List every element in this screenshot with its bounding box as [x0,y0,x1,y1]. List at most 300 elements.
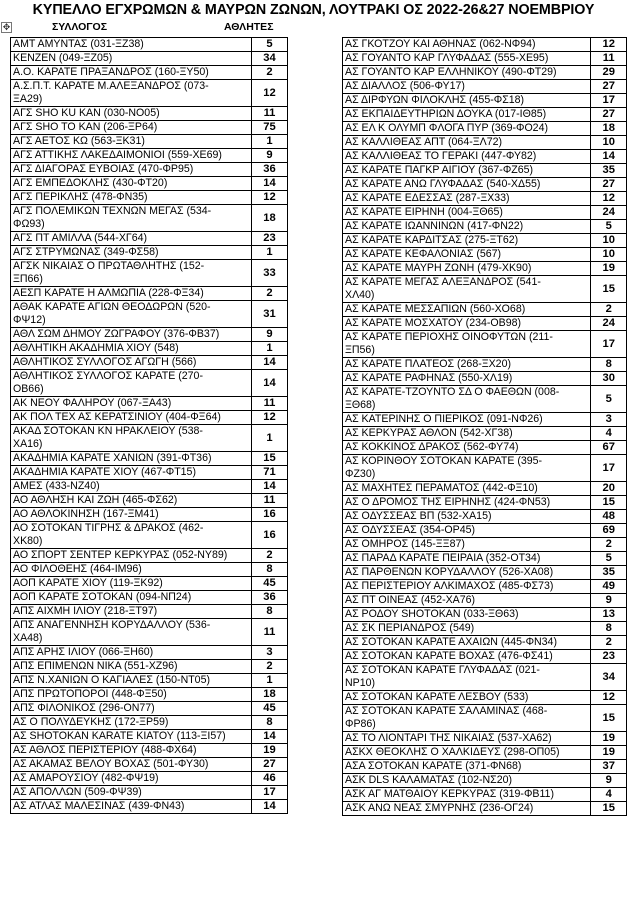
club-name-text: ΑΟ ΑΘΛΟΚΙΝΗΣΗ (167-ΞΜ41) [13,508,159,520]
table-row [343,427,627,441]
table-row [343,664,627,691]
table-row [343,192,627,206]
athlete-count: 13 [591,608,627,622]
club-name-text: ΑΣ ΚΑΡΑΤΕ ΑΝΩ ΓΛΥΦΑΔΑΣ (540-ΧΔ55) [345,178,541,190]
club-name-text: ΑΠΣ ΑΝΑΓΕΝΝΗΣΗ ΚΟΡΥΔΑΛΛΟΥ (536- [13,619,211,631]
move-handle-icon[interactable]: ✥ [2,22,11,32]
athlete-count: 18 [252,205,288,232]
club-name-cell [343,234,591,248]
table-row [343,66,627,80]
athlete-count: 4 [591,788,627,802]
athlete-count: 19 [591,732,627,746]
club-name-text: ΑΣ ΑΚΑΜΑΣ ΒΕΛΟΥ ΒΟΧΑΣ (501-ΦΥ30) [13,758,209,770]
athlete-count: 15 [591,496,627,510]
club-name-text: ΑΣ ΚΑΛΛΙΘΕΑΣ ΑΠΤ (064-ΞΛ72) [345,136,503,148]
athlete-count: 27 [252,758,288,772]
table-row [343,234,627,248]
table-row [11,786,288,800]
table-row [343,538,627,552]
club-name-cell [11,758,252,772]
club-name-text: ΑΓΣ ΑΕΤΟΣ ΚΩ (563-ΞΚ31) [13,135,145,147]
table-row [343,691,627,705]
athlete-count: 11 [252,397,288,411]
club-name-cell [11,772,252,786]
athlete-count: 12 [591,38,627,52]
club-name-cell [343,108,591,122]
club-name-cell [343,566,591,580]
club-name-cell [343,594,591,608]
athlete-count: 5 [591,552,627,566]
table-row [343,317,627,331]
club-name-cell [343,52,591,66]
club-name-text: ΑΟ ΑΘΛΗΣΗ ΚΑΙ ΖΩΗ (465-ΦΣ62) [13,494,178,506]
club-name-text: ΑΣ ΑΤΛΑΣ ΜΑΛΕΣΙΝΑΣ (439-ΦΝ43) [13,800,185,812]
athlete-count: 17 [591,331,627,358]
table-row [343,220,627,234]
club-name-text: ΑΣΚ ΑΓ ΜΑΤΘΑΙΟΥ ΚΕΡΚΥΡΑΣ (319-ΦΒ11) [345,788,554,800]
table-row [343,636,627,650]
club-name-cell [11,38,252,52]
table-row [11,772,288,786]
table-row [343,608,627,622]
clubs-table-right-body [343,38,627,816]
athlete-count: 1 [252,342,288,356]
athlete-count: 16 [252,522,288,549]
athlete-count: 9 [591,774,627,788]
table-row [343,262,627,276]
table-row [11,758,288,772]
table-row [11,191,288,205]
club-name-cell [11,121,252,135]
table-row [11,591,288,605]
table-row [343,732,627,746]
club-name-text: ΝΡ10) [345,677,376,689]
club-name-text: ΞΠ66) [13,273,43,285]
club-name-text: ΑΚΑΔΗΜΙΑ ΚΑΡΑΤΕ ΧΑΝΙΩΝ (391-ΦΤ36) [13,452,212,464]
athlete-count: 33 [252,260,288,287]
club-name-cell [343,427,591,441]
club-name-text: ΑΟΠ ΚΑΡΑΤΕ ΣΟΤΟΚΑΝ (094-ΝΠ24) [13,591,192,603]
club-name-cell [343,622,591,636]
table-row [11,411,288,425]
club-name-cell [11,260,252,287]
club-name-cell [343,802,591,816]
club-name-cell [343,650,591,664]
club-name-cell [343,164,591,178]
club-name-cell [343,136,591,150]
table-row [343,358,627,372]
athlete-count: 30 [591,372,627,386]
athlete-count: 5 [591,220,627,234]
table-row [343,705,627,732]
club-name-text: ΑΘΛΗΤΙΚΟΣ ΣΥΛΛΟΓΟΣ ΑΓΩΓΗ (566) [13,356,197,368]
club-name-text: ΞΠ56) [345,344,375,356]
club-name-cell [343,496,591,510]
club-name-cell [343,220,591,234]
club-name-cell [11,177,252,191]
club-name-text: ΑΟ ΦΙΛΟΘΕΗΣ (464-ΙΜ96) [13,563,142,575]
club-name-text: ΑΣ ΓΟΥΑΝΤΟ ΚΑΡ ΓΛΥΦΑΔΑΣ (555-ΧΕ95) [345,52,549,64]
table-row [343,650,627,664]
club-name-cell [343,746,591,760]
table-row [11,730,288,744]
table-row [343,566,627,580]
club-name-cell [343,358,591,372]
table-row [11,149,288,163]
athlete-count: 15 [591,802,627,816]
club-name-cell [343,774,591,788]
club-name-text: ΑΣ ΚΑΡΑΤΕ ΠΑΓΚΡ ΑΙΓΙΟΥ (367-ΦΖ65) [345,164,534,176]
club-name-text: ΑΘΑΚ ΚΑΡΑΤΕ ΑΓΙΩΝ ΘΕΟΔΩΡΩΝ (520- [13,301,211,313]
club-name-cell [11,646,252,660]
athlete-count: 23 [252,232,288,246]
club-name-cell [11,660,252,674]
club-name-cell [343,691,591,705]
club-name-text: ΦΖ30) [345,468,376,480]
table-row [343,510,627,524]
club-name-text: ΑΟ ΣΟΤΟΚΑΝ ΤΙΓΡΗΣ & ΔΡΑΚΟΣ (462- [13,522,204,534]
club-name-cell [11,356,252,370]
club-name-text: ΑΣΚΧ ΘΕΟΚΛΗΣ Ο ΧΑΛΚΙΔΕΥΣ (298-ΟΠ05) [345,746,560,758]
club-name-text: ΧΛ40) [345,289,375,301]
club-name-text: ΑΣ ΕΛ Κ ΟΛΥΜΠ ΦΛΟΓΑ ΠΥΡ (369-ΦΟ24) [345,122,548,134]
club-name-text: ΑΓΣ SHO KU KAN (030-ΝΟ05) [13,107,160,119]
club-name-cell [11,246,252,260]
club-name-cell [343,608,591,622]
club-name-text: ΑΣ Ο ΠΟΛΥΔΕΥΚΗΣ (172-ΞΡ59) [13,716,169,728]
athlete-count: 9 [591,594,627,608]
club-name-cell [343,150,591,164]
club-name-text: ΑΣ ΔΙΡΦΥΩΝ ΦΙΛΟΚΛΗΣ (455-ΦΣ18) [345,94,525,106]
table-row [343,276,627,303]
club-name-cell [11,563,252,577]
table-row [343,108,627,122]
club-name-cell [343,262,591,276]
athlete-count: 17 [591,455,627,482]
athlete-count: 67 [591,441,627,455]
table-row [11,80,288,107]
athlete-count: 48 [591,510,627,524]
club-name-cell [11,191,252,205]
athlete-count: 2 [252,660,288,674]
club-name-text: ΑΓΣ ΣΤΡΥΜΩΝΑΣ (349-ΦΣ58) [13,246,159,258]
club-name-text: ΑΣ ΠΑΡΘΕΝΩΝ ΚΟΡΥΔΑΛΛΟΥ (526-ΧΑ08) [345,566,554,578]
club-name-text: ΑΓΣ ΔΙΑΓΟΡΑΣ ΕΥΒΟΙΑΣ (470-ΦΡ95) [13,163,194,175]
athlete-count: 8 [591,358,627,372]
club-name-cell [343,552,591,566]
athlete-count: 37 [591,760,627,774]
club-name-cell [343,276,591,303]
clubs-table-left [10,37,288,814]
athlete-count: 24 [591,317,627,331]
table-row [343,331,627,358]
club-name-text: ΑΚ ΝΕΟΥ ΦΑΛΗΡΟΥ (067-ΞΑ43) [13,397,172,409]
athlete-count: 20 [591,482,627,496]
club-name-text: ΑΣ ΚΑΡΑΤΕ ΜΑΥΡΗ ΖΩΝΗ (479-ΧΚ90) [345,262,532,274]
athlete-count: 11 [252,494,288,508]
athlete-count: 8 [252,563,288,577]
column-header-athletes: ΑΘΛΗΤΕΣ [224,21,274,33]
club-name-text: ΑΚ ΠΟΛ ΤΕΧ ΑΣ ΚΕΡΑΤΣΙΝΙΟΥ (404-ΦΞ64) [13,411,221,423]
athlete-count: 1 [252,425,288,452]
club-name-text: ΑΕΣΠ ΚΑΡΑΤΕ Η ΑΛΜΩΠΙΑ (228-ΦΞ34) [13,287,204,299]
club-name-text: ΑΓΣ ΠΟΛΕΜΙΚΩΝ ΤΕΧΝΩΝ ΜΕΓΑΣ (534- [13,205,212,217]
club-name-text: ΑΣ ΚΑΡΑΤΕ ΚΕΦΑΛΟΝΙΑΣ (567) [345,248,502,260]
athlete-count: 1 [252,246,288,260]
table-row [343,622,627,636]
club-name-text: ΑΠΣ ΠΡΩΤΟΠΟΡΟΙ (448-ΦΞ50) [13,688,167,700]
athlete-count: 12 [591,192,627,206]
table-row [343,552,627,566]
club-name-cell [11,466,252,480]
club-name-text: ΑΣ ΠΤ ΟΙΝΕΑΣ (452-ΧΑ76) [345,594,476,606]
club-name-cell [343,413,591,427]
athlete-count: 29 [591,66,627,80]
table-row [11,356,288,370]
club-name-cell [343,248,591,262]
club-name-text: ΑΣ ΜΑΧΗΤΕΣ ΠΕΡΑΜΑΤΟΣ (442-ΦΞ10) [345,482,538,494]
club-name-cell [11,66,252,80]
athlete-count: 2 [591,303,627,317]
athlete-count: 45 [252,577,288,591]
club-name-text: ΑΣ ΔΙΑΛΛΟΣ (506-ΦΥ17) [345,80,465,92]
athlete-count: 14 [252,730,288,744]
club-name-cell [11,702,252,716]
athlete-count: 19 [252,744,288,758]
athlete-count: 36 [252,163,288,177]
table-row [11,716,288,730]
athlete-count: 27 [591,108,627,122]
club-name-text: ΑΣ ΟΔΥΣΣΕΑΣ ΒΠ (532-ΧΑ15) [345,510,492,522]
club-name-cell [343,303,591,317]
table-row [343,248,627,262]
club-name-text: ΑΣ ΚΑΡΑΤΕ ΡΑΦΗΝΑΣ (550-ΧΛ19) [345,372,513,384]
club-name-cell [11,786,252,800]
club-name-text: ΑΓΣ SHO TO KAN (206-ΞΡ64) [13,121,158,133]
club-name-text: ΑΘΛΗΤΙΚΟΣ ΣΥΛΛΟΓΟΣ ΚΑΡΑΤΕ (270- [13,370,203,382]
table-row [343,164,627,178]
club-name-cell [11,452,252,466]
club-name-cell [343,580,591,594]
table-row [11,549,288,563]
athlete-count: 10 [591,136,627,150]
club-name-text: ΦΨ12) [13,314,46,326]
athlete-count: 17 [591,94,627,108]
club-name-cell [343,317,591,331]
club-name-cell [343,38,591,52]
club-name-text: ΑΣ ΚΑΡΑΤΕ ΠΛΑΤΕΟΣ (268-ΞΧ20) [345,358,511,370]
club-name-cell [11,605,252,619]
table-row [11,232,288,246]
athlete-count: 34 [252,52,288,66]
club-name-text: ΑΜΕΣ (433-ΝΖ40) [13,480,100,492]
club-name-text: ΑΣ SHOTOKAN KARATE ΚΙΑΤΟΥ (113-ΞΙ57) [13,730,226,742]
club-name-text: ΑΓΣ ΠΤ ΑΜΙΛΛΑ (544-ΧΓ64) [13,232,148,244]
table-row [11,480,288,494]
table-row [343,455,627,482]
club-name-cell [11,149,252,163]
athlete-count: 2 [591,636,627,650]
table-row [343,760,627,774]
club-name-cell [343,94,591,108]
athlete-count: 1 [252,674,288,688]
club-name-text: ΑΣ ΚΑΛΛΙΘΕΑΣ ΤΟ ΓΕΡΑΚΙ (447-ΦΥ82) [345,150,537,162]
table-row [11,370,288,397]
club-name-text: ΑΠΣ ΑΙΧΜΗ ΙΛΙΟΥ (218-ΞΤ97) [13,605,158,617]
club-name-text: ΑΣ ΑΜΑΡΟΥΣΙΟΥ (482-ΦΨ19) [13,772,159,784]
table-row [11,563,288,577]
club-name-cell [11,107,252,121]
club-name-text: ΑΠΣ ΕΠΙΜΕΝΩΝ ΝΙΚΑ (551-ΧΖ96) [13,660,178,672]
table-row [11,260,288,287]
table-row [343,206,627,220]
club-name-text: ΑΠΣ ΦΙΛΟΝΙΚΟΣ (296-ΟΝ77) [13,702,155,714]
athlete-count: 46 [252,772,288,786]
club-name-text: ΑΟ ΣΠΟΡΤ ΣΕΝΤΕΡ ΚΕΡΚΥΡΑΣ (052-ΝΥ89) [13,549,228,561]
club-name-text: ΑΣ ΣΟΤΟΚΑΝ ΚΑΡΑΤΕ ΒΟΧΑΣ (476-ΦΣ41) [345,650,553,662]
athlete-count: 2 [252,66,288,80]
table-row [343,524,627,538]
page-title: ΚΥΠΕΛΛΟ ΕΓΧΡΩΜΩΝ & ΜΑΥΡΩΝ ΖΩΝΩΝ, ΛΟΥΤΡΑΚΙ ΟΣ 2022-26&27 ΝΟΕΜΒΡΙΟΥ [32,2,595,18]
athlete-count: 35 [591,566,627,580]
club-name-cell [11,397,252,411]
club-name-cell [11,688,252,702]
club-name-cell [11,800,252,814]
athlete-count: 23 [591,650,627,664]
table-row [343,746,627,760]
table-row [11,466,288,480]
club-name-cell [11,232,252,246]
club-name-text: ΚΕΝΖΕΝ (049-ΞΖ05) [13,52,113,64]
table-row [343,150,627,164]
club-name-text: ΑΣ ΚΑΡΑΤΕ ΚΑΡΔΙΤΣΑΣ (275-ΞΤ62) [345,234,519,246]
athlete-count: 3 [591,413,627,427]
club-name-cell [343,705,591,732]
club-name-text: ΑΣ ΚΟΚΚΙΝΟΣ ΔΡΑΚΟΣ (562-ΦΥ74) [345,441,519,453]
table-row [11,605,288,619]
table-row [11,177,288,191]
athlete-count: 9 [252,328,288,342]
club-name-text: ΑΓΣ ΕΜΠΕΔΟΚΛΗΣ (430-ΦΤ20) [13,177,168,189]
athlete-count: 19 [591,746,627,760]
table-row [11,688,288,702]
athlete-count: 10 [591,234,627,248]
club-name-cell [343,441,591,455]
club-name-cell [343,178,591,192]
table-row [11,619,288,646]
club-name-text: ΞΑ29) [13,93,43,105]
club-name-text: ΑΣ ΣΟΤΟΚΑΝ ΚΑΡΑΤΕ ΑΧΑΙΩΝ (445-ΦΝ34) [345,636,557,648]
club-name-text: ΑΣ ΚΕΡΚΥΡΑΣ ΑΘΛΟΝ (542-ΧΓ38) [345,427,513,439]
club-name-cell [11,744,252,758]
club-name-text: ΧΚ80) [13,535,43,547]
club-name-text: ΑΠΣ ΑΡΗΣ ΙΛΙΟΥ (066-ΞΗ60) [13,646,154,658]
club-name-cell [11,494,252,508]
club-name-cell [343,510,591,524]
club-name-text: ΑΣ ΠΑΡΑΔ ΚΑΡΑΤΕ ΠΕΙΡΑΙΑ (352-ΟΤ34) [345,552,541,564]
club-name-cell [343,192,591,206]
athlete-count: 5 [591,386,627,413]
table-row [343,386,627,413]
table-row [11,246,288,260]
table-row [11,646,288,660]
club-name-text: Α.Σ.Π.Τ. ΚΑΡΑΤΕ Μ.ΑΛΕΞΑΝΔΡΟΣ (073- [13,80,209,92]
table-row [11,522,288,549]
table-row [343,94,627,108]
club-name-cell [343,206,591,220]
club-name-cell [343,538,591,552]
table-row [343,178,627,192]
table-row [11,494,288,508]
athlete-count: 17 [252,786,288,800]
athlete-count: 75 [252,121,288,135]
club-name-text: ΑΣ ΚΑΡΑΤΕ ΜΟΣΧΑΤΟΥ (234-ΟΒ98) [345,317,522,329]
club-name-text: ΑΣ ΓΚΟΤΖΟΥ ΚΑΙ ΑΘΗΝΑΣ (062-ΝΦ94) [345,38,536,50]
athlete-count: 69 [591,524,627,538]
athlete-count: 15 [591,276,627,303]
club-name-cell [343,455,591,482]
table-row [11,287,288,301]
club-name-text: ΑΣ ΟΜΗΡΟΣ (145-ΞΞ87) [345,538,465,550]
table-row [11,328,288,342]
club-name-cell [11,480,252,494]
club-name-cell [343,80,591,94]
athlete-count: 3 [252,646,288,660]
club-name-text: Α.Ο. ΚΑΡΑΤΕ ΠΡΑΞΑΝΔΡΟΣ (160-ΞΥ50) [13,66,209,78]
athlete-count: 12 [252,191,288,205]
table-row [343,413,627,427]
club-name-cell [11,577,252,591]
table-row [11,674,288,688]
club-name-text: ΧΑ16) [13,438,43,450]
club-name-cell [11,328,252,342]
club-name-text: ΑΣ ΣΟΤΟΚΑΝ ΚΑΡΑΤΕ ΓΛΥΦΑΔΑΣ (021- [345,664,540,676]
athlete-count: 14 [252,177,288,191]
athlete-count: 14 [252,800,288,814]
athlete-count: 31 [252,301,288,328]
club-name-text: ΑΣ ΚΑΡΑΤΕ ΕΔΕΣΣΑΣ (287-ΞΧ33) [345,192,510,204]
club-name-cell [11,287,252,301]
club-name-cell [343,122,591,136]
athlete-count: 8 [252,605,288,619]
club-name-cell [11,370,252,397]
club-name-text: ΑΚΑΔΗΜΙΑ ΚΑΡΑΤΕ ΧΙΟΥ (467-ΦΤ15) [13,466,196,478]
table-row [343,80,627,94]
club-name-cell [11,549,252,563]
table-row [343,580,627,594]
club-name-text: ΑΜΤ ΑΜΥΝΤΑΣ (031-ΞΖ38) [13,38,144,50]
athlete-count: 12 [591,691,627,705]
club-name-text: ΞΘ68) [345,399,376,411]
club-name-text: ΑΚΑΔ ΣΟΤΟΚΑΝ ΚΝ ΗΡΑΚΛΕΙΟΥ (538- [13,425,203,437]
athlete-count: 15 [591,705,627,732]
table-row [11,66,288,80]
club-name-cell [11,674,252,688]
club-name-text: ΑΣ ΑΘΛΟΣ ΠΕΡΙΣΤΕΡΙΟΥ (488-ΦΧ64) [13,744,197,756]
club-name-cell [11,522,252,549]
club-name-text: ΑΣ ΣΚ ΠΕΡΙΑΝΔΡΟΣ (549) [345,622,475,634]
table-row [343,136,627,150]
table-row [11,425,288,452]
table-row [343,372,627,386]
table-row [11,107,288,121]
table-row [11,702,288,716]
club-name-text: ΑΣ ΑΠΟΛΛΩΝ (509-ΦΨ39) [13,786,142,798]
club-name-text: ΑΣ ΚΑΡΑΤΕ ΙΩΑΝΝΙΝΩΝ (417-ΦΝ22) [345,220,524,232]
athlete-count: 2 [252,549,288,563]
athlete-count: 27 [591,178,627,192]
club-name-cell [343,732,591,746]
